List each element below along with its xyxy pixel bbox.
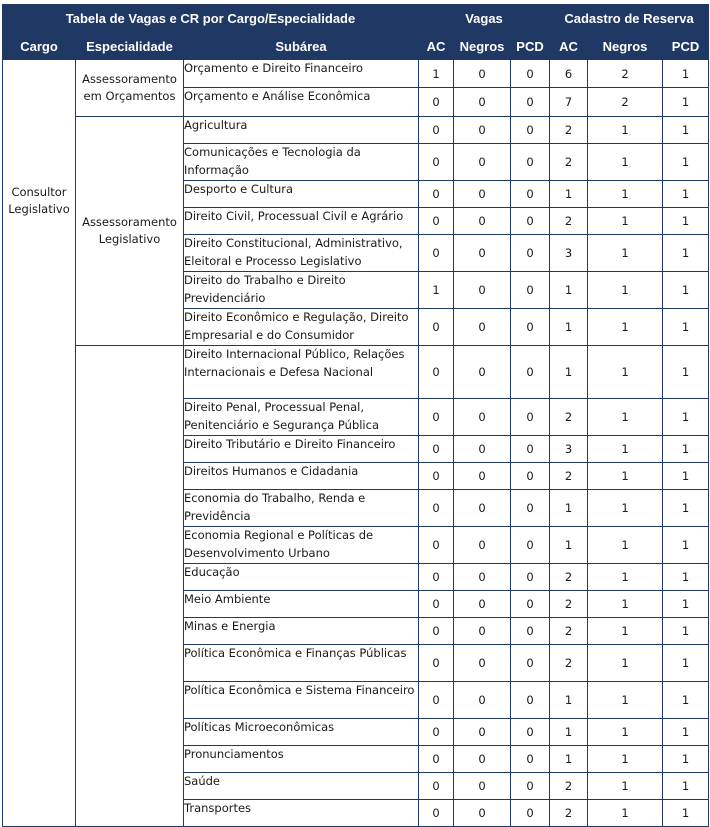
cr-negros-cell: 1 [588,309,663,346]
v-pcd-cell: 0 [511,117,550,144]
v-ac-cell: 0 [419,564,454,591]
v-pcd-cell: 0 [511,436,550,463]
col-vagas-pcd: PCD [511,33,550,60]
subarea-cell: Política Econômica e Sistema Financeiro [184,682,419,719]
cr-negros-cell: 1 [588,490,663,527]
v-pcd-cell: 0 [511,144,550,181]
v-ac-cell: 0 [419,645,454,682]
v-negros-cell: 0 [454,88,511,117]
v-negros-cell: 0 [454,463,511,490]
subarea-cell: Direito Civil, Processual Civil e Agrário [184,208,419,235]
v-negros-cell: 0 [454,618,511,645]
cr-pcd-cell: 1 [663,88,709,117]
subarea-cell: Educação [184,564,419,591]
subarea-cell: Direito do Trabalho e Direito Previdenciário [184,272,419,309]
vagas-table [2,4,709,827]
cr-negros-cell: 1 [588,272,663,309]
subarea-cell: Política Econômica e Finanças Públicas [184,645,419,682]
subarea-cell: Pronunciamentos [184,746,419,773]
cr-negros-cell: 1 [588,399,663,436]
v-ac-cell: 0 [419,208,454,235]
cr-pcd-cell: 1 [663,144,709,181]
cr-negros-cell: 1 [588,235,663,272]
v-negros-cell: 0 [454,208,511,235]
v-ac-cell: 0 [419,490,454,527]
v-negros-cell: 0 [454,719,511,746]
cr-negros-cell: 2 [588,60,663,88]
subarea-cell: Direito Constitucional, Administrativo, Eleitoral e Processo Legislativo [184,235,419,272]
v-pcd-cell: 0 [511,618,550,645]
cr-pcd-cell: 1 [663,60,709,88]
table-row [3,60,709,88]
table-title: Tabela de Vagas e CR por Cargo/Especialidade [3,5,419,33]
cr-pcd-cell: 1 [663,773,709,800]
v-ac-cell: 0 [419,591,454,618]
col-cr-pcd: PCD [663,33,709,60]
v-pcd-cell: 0 [511,399,550,436]
v-ac-cell: 0 [419,399,454,436]
v-ac-cell: 0 [419,682,454,719]
v-ac-cell: 0 [419,773,454,800]
cr-negros-cell: 1 [588,773,663,800]
cr-pcd-cell: 1 [663,346,709,399]
v-pcd-cell: 0 [511,773,550,800]
v-negros-cell: 0 [454,746,511,773]
v-negros-cell: 0 [454,490,511,527]
v-negros-cell: 0 [454,117,511,144]
cr-ac-cell: 2 [550,618,588,645]
v-ac-cell: 0 [419,181,454,208]
cr-ac-cell: 1 [550,527,588,564]
cr-ac-cell: 2 [550,645,588,682]
v-pcd-cell: 0 [511,564,550,591]
cr-ac-cell: 7 [550,88,588,117]
cr-negros-cell: 1 [588,181,663,208]
cr-ac-cell: 2 [550,591,588,618]
v-negros-cell: 0 [454,564,511,591]
cr-negros-cell: 1 [588,746,663,773]
cr-ac-cell: 2 [550,773,588,800]
v-ac-cell: 0 [419,436,454,463]
v-negros-cell: 0 [454,800,511,827]
v-negros-cell: 0 [454,235,511,272]
col-cr-ac: AC [550,33,588,60]
cr-pcd-cell: 1 [663,564,709,591]
v-pcd-cell: 0 [511,463,550,490]
cr-ac-cell: 1 [550,181,588,208]
subarea-cell: Orçamento e Direito Financeiro [184,60,419,88]
v-ac-cell: 0 [419,144,454,181]
cr-ac-cell: 1 [550,719,588,746]
v-pcd-cell: 0 [511,682,550,719]
v-negros-cell: 0 [454,346,511,399]
col-vagas-negros: Negros [454,33,511,60]
v-pcd-cell: 0 [511,181,550,208]
v-negros-cell: 0 [454,181,511,208]
col-especialidade: Especialidade [76,33,184,60]
v-ac-cell: 1 [419,60,454,88]
subarea-cell: Orçamento e Análise Econômica [184,88,419,117]
cr-pcd-cell: 1 [663,436,709,463]
cr-ac-cell: 2 [550,399,588,436]
v-pcd-cell: 0 [511,490,550,527]
v-negros-cell: 0 [454,144,511,181]
cr-pcd-cell: 1 [663,235,709,272]
cr-ac-cell: 2 [550,117,588,144]
especialidade-continuation [76,346,184,827]
cr-pcd-cell: 1 [663,490,709,527]
subarea-cell: Direito Internacional Público, Relações Internacionais e Defesa Nacional [184,346,419,399]
v-ac-cell: 0 [419,88,454,117]
v-ac-cell: 0 [419,117,454,144]
cr-ac-cell: 2 [550,144,588,181]
cr-ac-cell: 3 [550,235,588,272]
subarea-cell: Direito Penal, Processual Penal, Penitenciário e Segurança Pública [184,399,419,436]
subarea-cell: Direito Econômico e Regulação, Direito Empresarial e do Consumidor [184,309,419,346]
table-row [3,346,709,399]
cr-pcd-cell: 1 [663,181,709,208]
cr-pcd-cell: 1 [663,208,709,235]
v-ac-cell: 1 [419,272,454,309]
cr-ac-cell: 1 [550,746,588,773]
cr-pcd-cell: 1 [663,746,709,773]
cr-ac-cell: 2 [550,800,588,827]
col-subarea: Subárea [184,33,419,60]
v-ac-cell: 0 [419,235,454,272]
table-body [3,60,709,827]
subarea-cell: Saúde [184,773,419,800]
v-pcd-cell: 0 [511,719,550,746]
v-pcd-cell: 0 [511,346,550,399]
cr-pcd-cell: 1 [663,309,709,346]
subarea-cell: Transportes [184,800,419,827]
cr-pcd-cell: 1 [663,272,709,309]
v-pcd-cell: 0 [511,235,550,272]
cr-pcd-cell: 1 [663,618,709,645]
subarea-cell: Meio Ambiente [184,591,419,618]
cr-negros-cell: 1 [588,591,663,618]
subarea-cell: Direito Tributário e Direito Financeiro [184,436,419,463]
cr-pcd-cell: 1 [663,527,709,564]
v-pcd-cell: 0 [511,309,550,346]
cr-pcd-cell: 1 [663,399,709,436]
cr-ac-cell: 1 [550,490,588,527]
v-negros-cell: 0 [454,309,511,346]
cr-ac-cell: 1 [550,682,588,719]
subarea-cell: Agricultura [184,117,419,144]
v-ac-cell: 0 [419,527,454,564]
cr-pcd-cell: 1 [663,800,709,827]
v-negros-cell: 0 [454,399,511,436]
cr-negros-cell: 1 [588,463,663,490]
cargo-cell: Consultor Legislativo [3,60,76,827]
cr-negros-cell: 1 [588,144,663,181]
cr-ac-cell: 1 [550,346,588,399]
v-pcd-cell: 0 [511,800,550,827]
cr-pcd-cell: 1 [663,682,709,719]
v-negros-cell: 0 [454,272,511,309]
v-pcd-cell: 0 [511,208,550,235]
v-negros-cell: 0 [454,645,511,682]
v-pcd-cell: 0 [511,88,550,117]
cr-negros-cell: 1 [588,346,663,399]
subarea-cell: Economia do Trabalho, Renda e Previdência [184,490,419,527]
table-row [3,117,709,144]
v-ac-cell: 0 [419,463,454,490]
subarea-cell: Economia Regional e Políticas de Desenvolvimento Urbano [184,527,419,564]
cr-pcd-cell: 1 [663,463,709,490]
v-pcd-cell: 0 [511,645,550,682]
subarea-cell: Desporto e Cultura [184,181,419,208]
cr-ac-cell: 2 [550,564,588,591]
v-pcd-cell: 0 [511,746,550,773]
v-ac-cell: 0 [419,719,454,746]
subarea-cell: Minas e Energia [184,618,419,645]
subarea-cell: Comunicações e Tecnologia da Informação [184,144,419,181]
cr-pcd-cell: 1 [663,117,709,144]
col-cr-negros: Negros [588,33,663,60]
especialidade-orcamentos: Assessoramento em Orçamentos [76,60,184,117]
cr-ac-cell: 1 [550,272,588,309]
cr-negros-cell: 1 [588,208,663,235]
v-ac-cell: 0 [419,346,454,399]
especialidade-legislativo: Assessoramento Legislativo [76,117,184,346]
v-pcd-cell: 0 [511,272,550,309]
v-ac-cell: 0 [419,800,454,827]
v-negros-cell: 0 [454,436,511,463]
cr-negros-cell: 1 [588,117,663,144]
cr-negros-cell: 1 [588,645,663,682]
v-negros-cell: 0 [454,527,511,564]
cr-negros-cell: 1 [588,436,663,463]
cr-pcd-cell: 1 [663,645,709,682]
cr-negros-cell: 1 [588,564,663,591]
v-ac-cell: 0 [419,309,454,346]
v-negros-cell: 0 [454,682,511,719]
cr-pcd-cell: 1 [663,719,709,746]
cr-negros-cell: 1 [588,800,663,827]
v-pcd-cell: 0 [511,60,550,88]
subarea-cell: Direitos Humanos e Cidadania [184,463,419,490]
vagas-group-header: Vagas [419,5,550,33]
cadastro-group-header: Cadastro de Reserva [550,5,709,33]
cr-negros-cell: 1 [588,618,663,645]
cr-ac-cell: 2 [550,463,588,490]
col-vagas-ac: AC [419,33,454,60]
cr-pcd-cell: 1 [663,591,709,618]
cr-ac-cell: 1 [550,309,588,346]
v-negros-cell: 0 [454,773,511,800]
cr-negros-cell: 1 [588,719,663,746]
v-ac-cell: 0 [419,746,454,773]
v-ac-cell: 0 [419,618,454,645]
cr-ac-cell: 2 [550,208,588,235]
v-pcd-cell: 0 [511,591,550,618]
v-negros-cell: 0 [454,60,511,88]
cr-negros-cell: 1 [588,527,663,564]
v-negros-cell: 0 [454,591,511,618]
cr-negros-cell: 2 [588,88,663,117]
col-cargo: Cargo [3,33,76,60]
subarea-cell: Políticas Microeconômicas [184,719,419,746]
cr-negros-cell: 1 [588,682,663,719]
cr-ac-cell: 6 [550,60,588,88]
cr-ac-cell: 3 [550,436,588,463]
v-pcd-cell: 0 [511,527,550,564]
